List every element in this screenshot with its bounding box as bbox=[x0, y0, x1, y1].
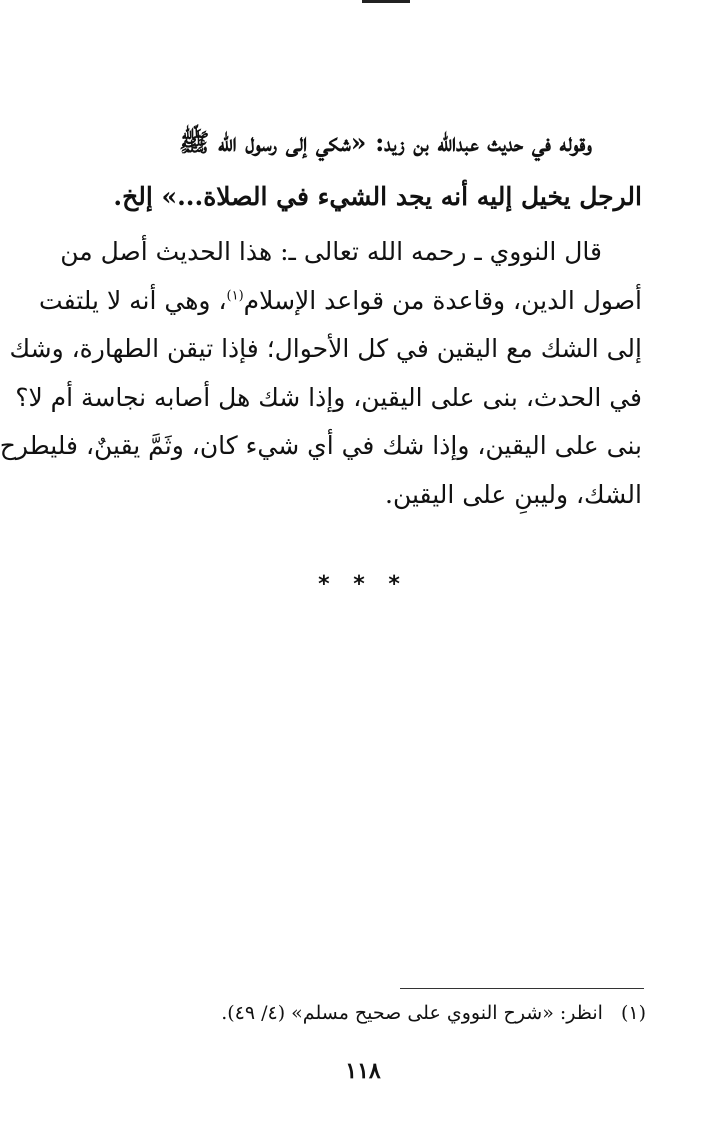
footnote bbox=[200, 1002, 646, 1024]
body-line-2-start: أصول الدين، وقاعدة من قواعد الإسلام bbox=[243, 285, 642, 315]
body-line-1: قال النووي ـ رحمه الله تعالى ـ: هذا الحديث أصل من bbox=[60, 237, 602, 266]
footnote-number: (١) bbox=[620, 1002, 646, 1024]
body-line-6: الشك، وليبنِ على اليقين. bbox=[385, 479, 642, 509]
body-line-4: في الحدث، بنى على اليقين، وإذا شك هل أصابه نجاسة أم لا؟ bbox=[15, 382, 642, 412]
footnote-text: انظر: «شرح النووي على صحيح مسلم» (٤/ ٤٩). bbox=[221, 1002, 603, 1024]
commentary-paragraph bbox=[0, 228, 642, 519]
body-line-3: إلى الشك مع اليقين في كل الأحوال؛ فإذا تيقن الطهارة، وشك bbox=[9, 334, 642, 363]
main-text bbox=[0, 116, 642, 519]
quote-line-2: الرجل يخيل إليه أنه يجد الشيء في الصلاة...» إلخ. bbox=[113, 182, 642, 211]
page-number: ١١٨ bbox=[345, 1058, 381, 1084]
top-rule bbox=[362, 0, 410, 3]
body-line-2-end: ، وهي أنه لا يلتفت bbox=[39, 285, 227, 315]
body-line-5: بنى على اليقين، وإذا شك في أي شيء كان، وثَمَّ يقينٌ، فليطرح bbox=[0, 431, 642, 460]
footnote-marker[interactable]: (١) bbox=[226, 288, 244, 304]
body-line-2 bbox=[39, 277, 642, 326]
section-separator: * * * bbox=[318, 572, 408, 597]
quote-line-1: وقوله في حديث عبدالله بن زيد: «شكي إلى رسول الله ﷺ bbox=[179, 128, 592, 157]
footnote-rule bbox=[400, 988, 644, 989]
